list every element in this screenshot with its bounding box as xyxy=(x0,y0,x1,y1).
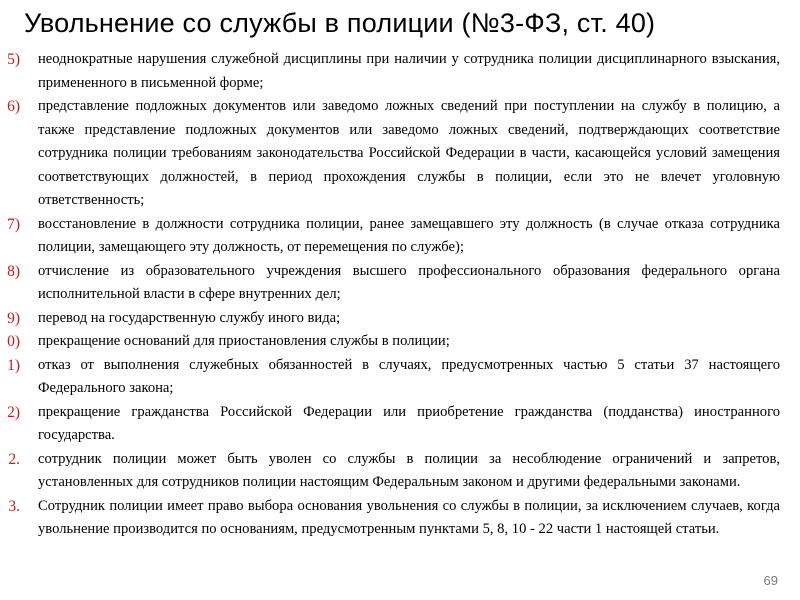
list-item xyxy=(0,495,800,542)
list-item-number: 3. xyxy=(8,497,20,515)
list-item xyxy=(0,260,800,307)
list-item xyxy=(0,213,800,260)
list-item-text: перевод на государственную службу иного вида; xyxy=(38,309,341,326)
list-item-number: 9) xyxy=(7,309,20,327)
slide-title: Увольнение со службы в полиции (№3-ФЗ, ст. 40) xyxy=(24,8,656,38)
list-item xyxy=(0,330,800,354)
list-item-text: восстановление в должности сотрудника полиции, ранее замещавшего эту должность (в случае отказа сотрудника полиции, замещающего эту должность, от перемещения по службе); xyxy=(38,215,780,255)
list-item-text: отказ от выполнения служебных обязанностей в случаях, предусмотренных частью 5 статьи 37 настоящего Федерального закона; xyxy=(38,356,780,396)
list-item-number: 7) xyxy=(7,215,20,233)
page-number: 69 xyxy=(763,573,778,588)
numbered-list xyxy=(0,48,800,542)
list-item-text: Сотрудник полиции имеет право выбора основания увольнения со службы в полиции, за исключением случаев, когда увольнение производится по основаниям, предусмотренным пунктами 5, 8, 10 - 22 части 1 настоящей статьи. xyxy=(38,497,780,537)
list-item-text: представление подложных документов или заведомо ложных сведений при поступлении на службу в полицию, а также представление подложных документов или заведомо ложных сведений, подтверждающих соответствие сотрудника полиции требованиям законодательства Российской Федерации в части, касающейся условий замещения соответствующих должностей, в период прохождения службы в полиции, если это не влечет уголовную ответственность; xyxy=(38,98,780,208)
list-item xyxy=(0,48,800,95)
list-item-text: сотрудник полиции может быть уволен со службы в полиции за несоблюдение ограничений и запретов, установленных для сотрудников полиции настоящим Федеральным законом и другими федеральными законами. xyxy=(38,450,780,490)
list-item-number: 8) xyxy=(7,262,20,280)
list-item-text: отчисление из образовательного учреждения высшего профессионального образования федерального органа исполнительной власти в сфере внутренних дел; xyxy=(38,262,780,302)
list-item xyxy=(0,95,800,213)
list-item xyxy=(0,354,800,401)
list-item-number: 2. xyxy=(8,450,20,468)
list-item-number: 5) xyxy=(7,51,20,68)
list-item xyxy=(0,401,800,448)
list-item-number: 2) xyxy=(7,403,20,421)
list-item xyxy=(0,307,800,331)
list-item-text: неоднократные нарушения служебной дисциплины при наличии у сотрудника полиции дисциплинарного взыскания, примененного в письменной форме; xyxy=(38,51,780,91)
list-item-text: прекращение гражданства Российской Федерации или приобретение гражданства (подданства) иностранного государства. xyxy=(38,403,780,443)
list-item-number: 6) xyxy=(7,98,20,115)
list-item-text: прекращение оснований для приостановления службы в полиции; xyxy=(38,333,450,349)
list-item-number: 0) xyxy=(7,333,20,350)
list-item-number: 1) xyxy=(7,356,20,374)
list-item xyxy=(0,448,800,495)
